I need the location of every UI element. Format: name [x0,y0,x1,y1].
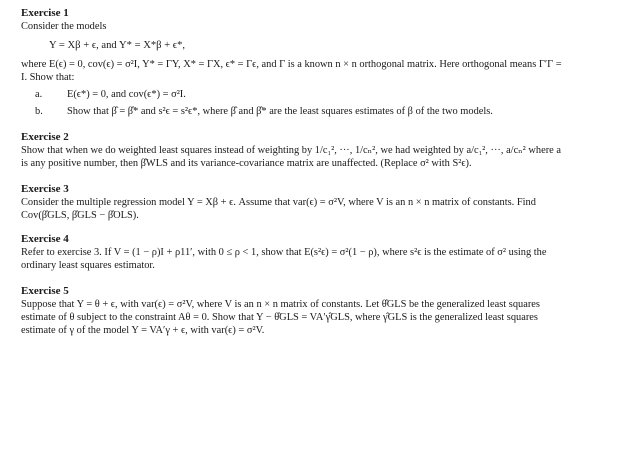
exercise-3-title: Exercise 3 [21,183,69,195]
exercise-3 [21,183,569,222]
exercise-5-title: Exercise 5 [21,285,69,297]
item-marker: b. [35,106,43,117]
exercise-3-body: Consider the multiple regression model Y = Xβ + ϵ. Assume that var(ϵ) = σ²V, where V is an n × n matrix of constants. Find Cov(β̂GLS, β̂GLS − β̂OLS). [21,197,536,221]
exercise-4-title: Exercise 4 [21,233,69,245]
exercise-1-body: where E(ϵ) = 0, cov(ϵ) = σ²I, Y* = ΓY, X* = ΓX, ϵ* = Γϵ, and Γ is a known n × n orthogonal matrix. Here orthogonal means Γ′Γ = I. Show that: [21,59,562,83]
exercise-4 [21,233,569,272]
exercise-1-title: Exercise 1 [21,7,69,19]
exercise-5 [21,285,569,337]
exercise-1-items [21,88,569,118]
item-marker: a. [35,89,43,100]
exercise-1-intro: Consider the models [21,21,107,32]
exercise-5-body: Suppose that Y = θ + ϵ, with var(ϵ) = σ²V, where V is an n × n matrix of constants. Let θ̂GLS be the generalized least squares estimate of θ subject to the constraint Aθ = 0. Show that Y − θ̂GLS = VA′γ̂GLS, where γ̂GLS is the generalized least squares estimate of γ of the model Y = VA′γ + ϵ, with var(ϵ) = σ²V. [21,299,540,336]
item-text: Show that β̂ = β̂* and s²ϵ = s²ϵ*, where β̂ and β̂* are the least squares estimates of β of the two models. [67,106,493,117]
exercise-1-equation: Y = Xβ + ϵ, and Y* = X*β + ϵ*, [49,40,186,51]
exercise-2-title: Exercise 2 [21,131,69,143]
item-text: E(ϵ*) = 0, and cov(ϵ*) = σ²I. [67,89,186,100]
exercise-2 [21,131,569,170]
list-item [21,88,569,101]
exercise-2-body: Show that when we do weighted least squares instead of weighting by 1/c₁², ···, 1/cₙ², we had weighted by a/c₁², ···, a/cₙ² where a is any positive number, then β̂WLS and its variance-covariance matrix are unaffected. (Replace σ² with S²ϵ). [21,145,561,169]
exercise-4-body: Refer to exercise 3. If V = (1 − ρ)I + ρ11′, with 0 ≤ ρ < 1, show that E(s²ϵ) = σ²(1 − ρ), where s²ϵ is the estimate of σ² using the ordinary least squares estimator. [21,247,547,271]
exercise-1 [21,7,569,118]
list-item [21,105,569,118]
